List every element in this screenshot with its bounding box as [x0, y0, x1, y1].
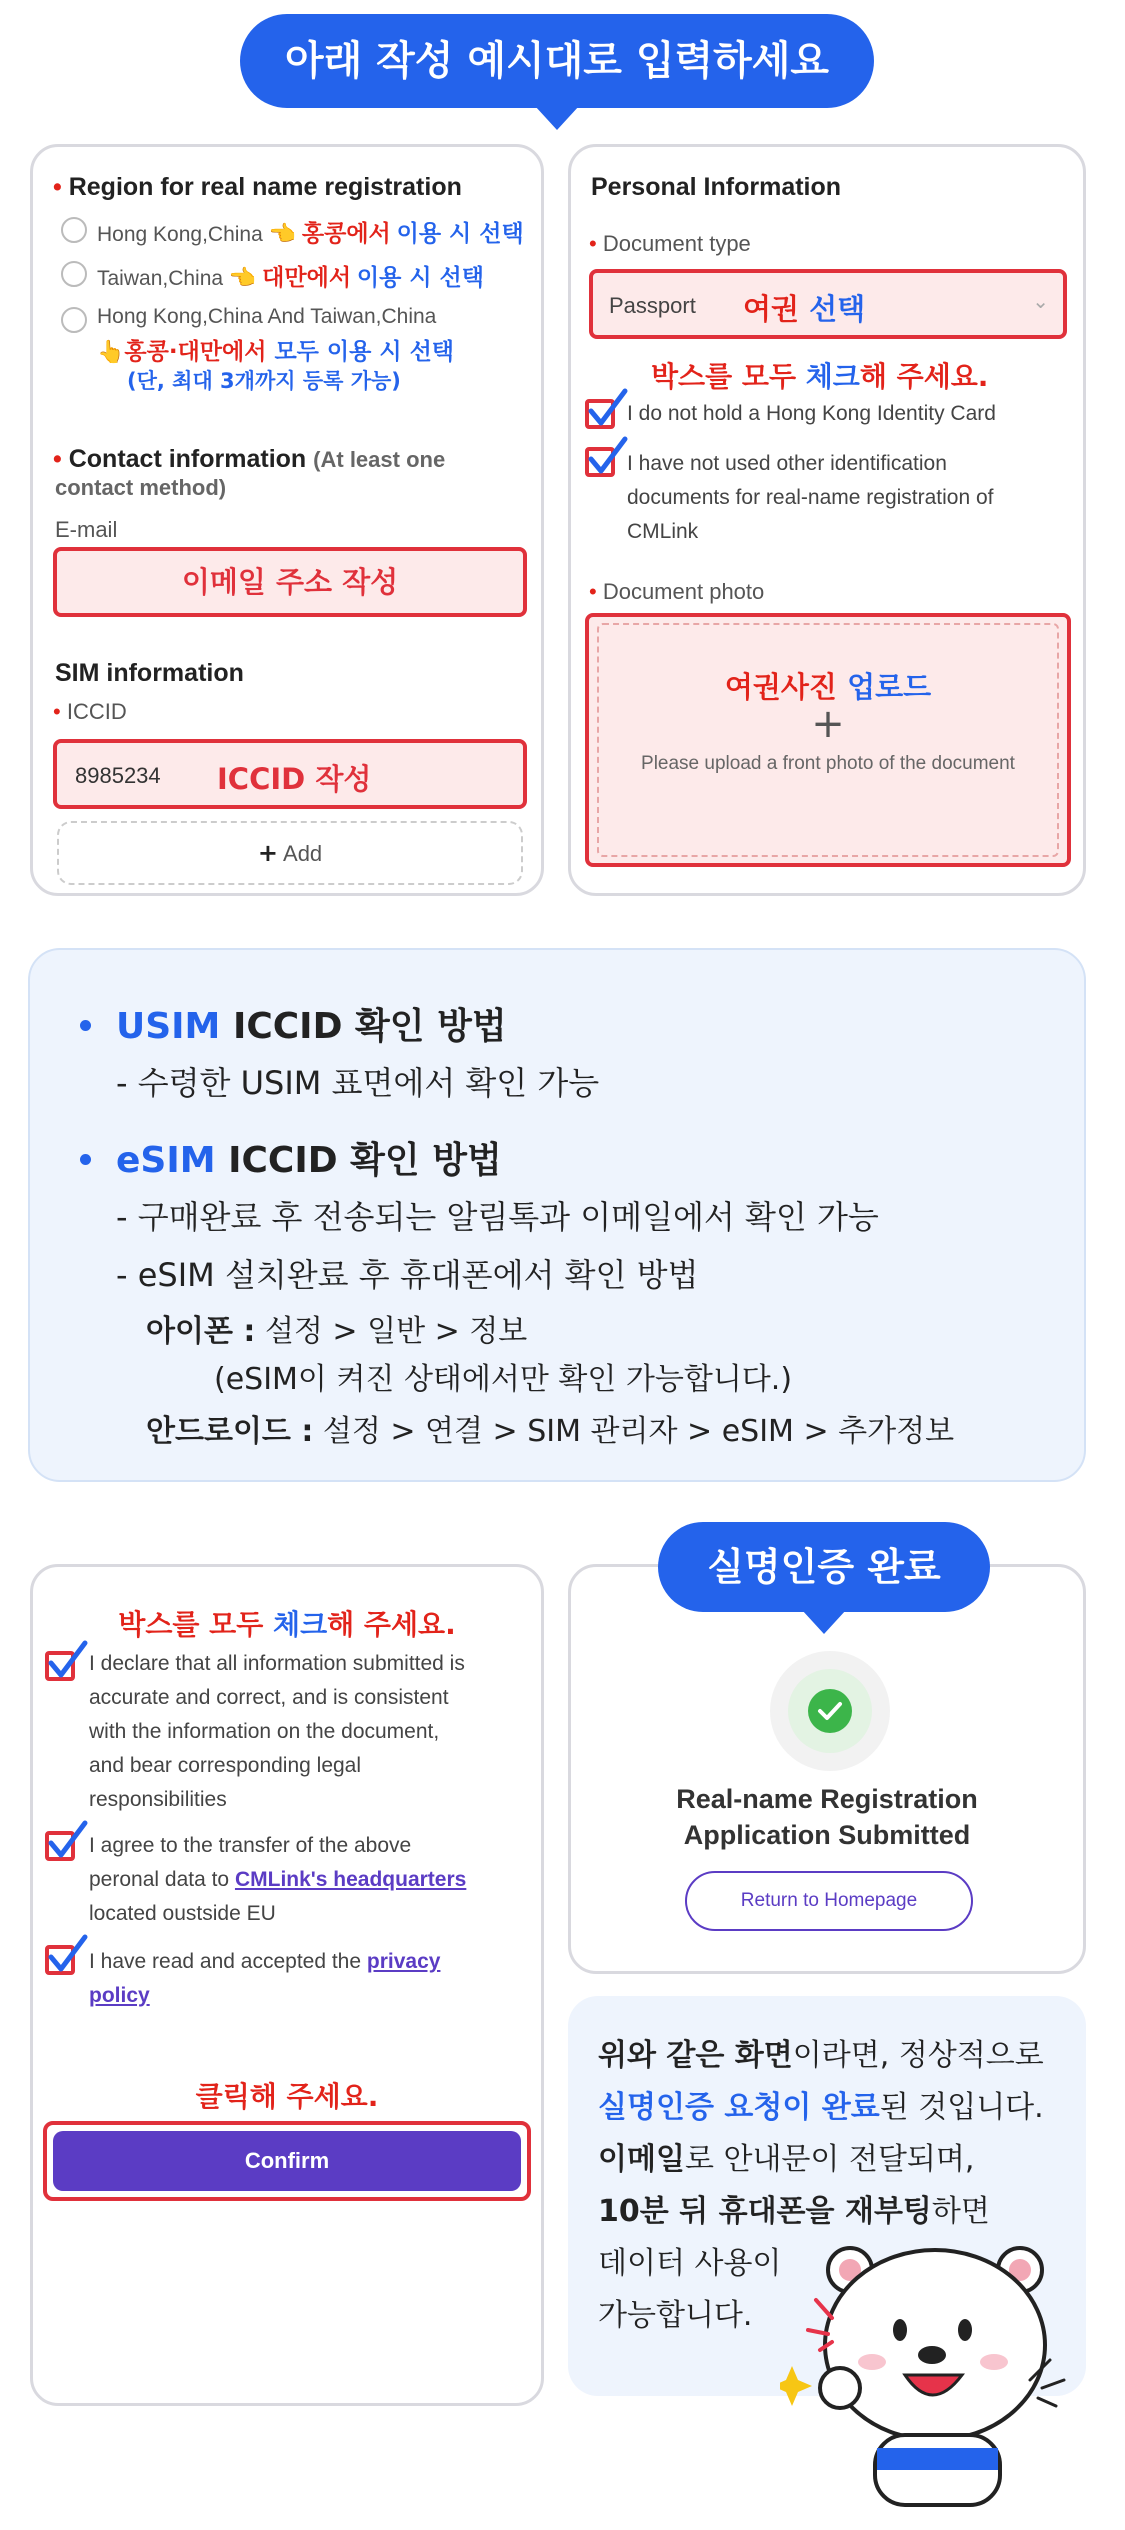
upload-plus-icon: +	[811, 701, 845, 747]
upload-hint: Please upload a front photo of the document	[641, 753, 1015, 774]
notice-line-2: 실명인증 요청이 완료된 것입니다.	[598, 2090, 1044, 2125]
no-other-id-checkbox[interactable]	[585, 447, 615, 477]
option-hk-and-taiwan: Hong Kong,China And Taiwan,China	[97, 305, 437, 328]
instruction-banner-text: 아래 작성 예시대로 입력하세요	[284, 38, 830, 84]
declaration-label: I declare that all information submitted is accurate and correct, and is consistent with the information on the document, and bear corresponding legal responsibilities	[89, 1652, 465, 1811]
option-taiwan: Taiwan,China 👈 대만에서 이용 시 선택	[97, 265, 484, 291]
email-input[interactable]	[53, 547, 527, 617]
pointing-hand-icon: 👈	[268, 221, 297, 246]
usim-desc: - 수령한 USIM 표면에서 확인 가능	[116, 1064, 600, 1102]
checkmark-icon	[45, 1817, 91, 1863]
check-all-note: 박스를 모두 체크해 주세요.	[651, 360, 989, 393]
checkmark-icon	[45, 1637, 91, 1683]
instruction-banner	[240, 14, 874, 108]
notice-line-3: 이메일로 안내문이 전달되며,	[598, 2142, 975, 2177]
region-title: • Region for real name registration	[53, 173, 462, 201]
return-home-button[interactable]: Return to Homepage	[685, 1871, 973, 1931]
declaration-checkbox[interactable]	[45, 1651, 75, 1681]
success-ring	[770, 1651, 890, 1771]
iccid-help-box	[28, 948, 1086, 1482]
data-transfer-checkbox[interactable]	[45, 1831, 75, 1861]
radio-taiwan[interactable]	[61, 261, 87, 287]
personal-information-card	[568, 144, 1086, 896]
email-annotation: 이메일 주소 작성	[181, 565, 399, 599]
option-hk-and-taiwan-note: 👆홍콩·대만에서 모두 이용 시 선택	[97, 339, 455, 365]
esim-heading: eSIM ICCID 확인 방법	[116, 1140, 502, 1181]
no-hk-id-checkbox[interactable]	[585, 399, 615, 429]
privacy-policy-link[interactable]: privacy	[366, 1950, 441, 1973]
completion-banner	[658, 1522, 990, 1612]
click-note: 클릭해 주세요.	[195, 2080, 379, 2113]
email-label: E-mail	[55, 517, 118, 542]
privacy-checkbox[interactable]	[45, 1945, 75, 1975]
chevron-down-icon: ⌄	[1032, 289, 1049, 313]
privacy-policy-link-cont[interactable]: policy	[89, 1984, 150, 2007]
document-photo-upload[interactable]	[585, 613, 1071, 867]
notice-line-5: 데이터 사용이	[598, 2246, 782, 2281]
document-type-annotation: 여권 선택	[743, 292, 866, 326]
document-photo-label: • Document photo	[589, 579, 765, 604]
radio-hong-kong[interactable]	[61, 217, 87, 243]
cmlink-headquarters-link[interactable]: CMLink's headquarters	[234, 1868, 467, 1891]
esim-desc-2: - eSIM 설치완료 후 휴대폰에서 확인 방법	[116, 1256, 699, 1294]
document-type-select[interactable]	[589, 269, 1067, 339]
check-all-note: 박스를 모두 체크해 주세요.	[118, 1608, 456, 1641]
pointing-up-hand-icon: 👆	[97, 340, 125, 365]
add-label: Add	[283, 841, 323, 866]
notice-line-6: 가능합니다.	[598, 2298, 753, 2333]
esim-desc-1: - 구매완료 후 전송되는 알림톡과 이메일에서 확인 가능	[116, 1198, 879, 1236]
plus-icon: +	[257, 839, 278, 867]
iphone-note: (eSIM이 켜진 상태에서만 확인 가능합니다.)	[214, 1362, 793, 1397]
personal-info-title: Personal Information	[591, 173, 842, 201]
bullet	[80, 1020, 91, 1031]
confirm-highlight	[43, 2121, 531, 2201]
notice-line-4: 10분 뒤 휴대폰을 재부팅하면	[598, 2194, 990, 2229]
contact-title: • Contact information (At least one	[53, 445, 446, 473]
add-sim-button[interactable]	[57, 821, 523, 885]
notice-line-1: 위와 같은 화면이라면, 정상적으로	[598, 2038, 1044, 2073]
sim-title: SIM information	[55, 659, 244, 687]
iphone-path: 아이폰 : 설정 > 일반 > 정보	[146, 1314, 528, 1349]
bear-mascot	[780, 2230, 1080, 2520]
checkmark-icon	[585, 385, 631, 431]
completion-banner-text: 실명인증 완료	[707, 1545, 941, 1589]
iccid-input[interactable]	[53, 739, 527, 809]
photo-annotation: 여권사진 업로드	[724, 670, 932, 704]
option-limit-note: (단, 최대 3개까지 등록 가능)	[127, 369, 401, 393]
checkmark-icon	[585, 433, 631, 479]
data-transfer-label: I agree to the transfer of the above peronal data to CMLink's headquarters located oustside EU	[89, 1834, 467, 1925]
document-type-label: • Document type	[589, 231, 751, 256]
android-path: 안드로이드 : 설정 > 연결 > SIM 관리자 > eSIM > 추가정보	[146, 1414, 955, 1449]
region-contact-sim-card	[30, 144, 544, 896]
contact-hint: contact method)	[55, 475, 227, 500]
privacy-label: I have read and accepted the privacy policy	[89, 1950, 441, 2007]
no-other-id-label: I have not used other identification documents for real-name registration of CMLink	[627, 452, 994, 543]
banner-pointer	[802, 1610, 846, 1634]
completion-title: Real-name Registration Application Submitted	[676, 1784, 978, 1850]
banner-pointer	[535, 106, 579, 130]
checkmark-icon	[45, 1931, 91, 1977]
iccid-annotation: ICCID 작성	[217, 762, 372, 796]
document-type-value: Passport	[609, 293, 696, 318]
bullet	[80, 1154, 91, 1165]
confirm-button[interactable]: Confirm	[53, 2131, 521, 2191]
no-hk-id-label: I do not hold a Hong Kong Identity Card	[627, 402, 996, 425]
iccid-value: 8985234	[75, 763, 161, 788]
option-hong-kong: Hong Kong,China 👈 홍콩에서 이용 시 선택	[97, 221, 524, 247]
check-circle-icon	[808, 1689, 852, 1733]
pointing-hand-icon: 👈	[228, 265, 257, 290]
usim-heading: USIM ICCID 확인 방법	[116, 1006, 507, 1047]
consent-card	[30, 1564, 544, 2406]
radio-hk-and-taiwan[interactable]	[61, 307, 87, 333]
iccid-label: • ICCID	[53, 699, 127, 724]
